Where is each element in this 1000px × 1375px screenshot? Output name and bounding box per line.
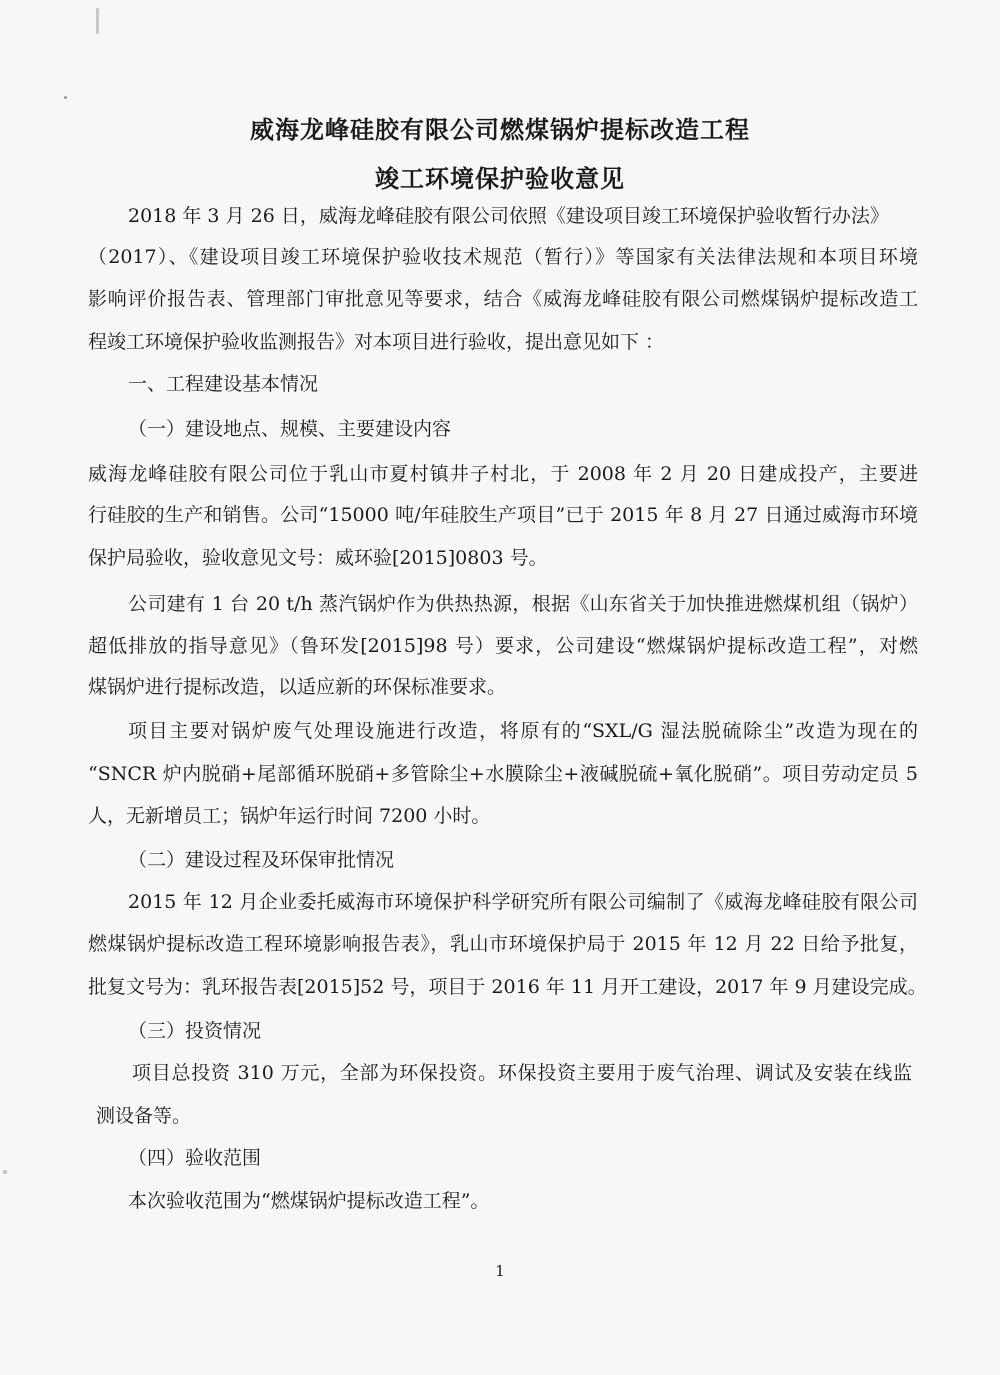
subsection-heading: （一）建设地点、规模、主要建设内容 xyxy=(128,418,452,440)
intro-line: 2018 年 3 月 26 日，威海龙峰硅胶有限公司依照《建设项目竣工环境保护验收暂行办法》 xyxy=(128,205,889,227)
page-number: 1 xyxy=(495,1262,505,1280)
paragraph-line: “SNCR 炉内脱硝+尾部循环脱硝+多管除尘+水膜除尘+液碱脱硫+氧化脱硝”。项目劳动定员 5 xyxy=(88,763,918,785)
paragraph-line: 威海龙峰硅胶有限公司位于乳山市夏村镇井子村北，于 2008 年 2 月 20 日建成投产，主要进 xyxy=(88,463,918,485)
document-title-line1: 威海龙峰硅胶有限公司燃煤锅炉提标改造工程 xyxy=(250,115,750,144)
intro-line: 影响评价报告表、管理部门审批意见等要求，结合《威海龙峰硅胶有限公司燃煤锅炉提标改造工 xyxy=(88,288,918,310)
paragraph-line: 项目总投资 310 万元，全部为环保投资。环保投资主要用于废气治理、调试及安装在线监 xyxy=(132,1062,912,1084)
subsection-heading: （四）验收范围 xyxy=(128,1147,262,1169)
section-heading: 一、工程建设基本情况 xyxy=(128,373,319,395)
paragraph-line: 本次验收范围为“燃煤锅炉提标改造工程”。 xyxy=(128,1190,490,1212)
scan-mark xyxy=(96,8,99,34)
paragraph-line: 2015 年 12 月企业委托威海市环境保护科学研究所有限公司编制了《威海龙峰硅胶有限公司 xyxy=(128,891,918,913)
paragraph-line: 人，无新增员工；锅炉年运行时间 7200 小时。 xyxy=(88,805,491,827)
paragraph-line: 行硅胶的生产和销售。公司“15000 吨/年硅胶生产项目”已于 2015 年 8 月 27 日通过威海市环境 xyxy=(88,504,918,526)
paragraph-line: 保护局验收，验收意见文号：威环验[2015]0803 号。 xyxy=(88,547,548,569)
paragraph-line: 测设备等。 xyxy=(96,1105,192,1127)
subsection-heading: （三）投资情况 xyxy=(128,1020,262,1042)
document-title-line2: 竣工环境保护验收意见 xyxy=(375,164,625,193)
subsection-heading: （二）建设过程及环保审批情况 xyxy=(128,849,395,871)
paragraph-line: 超低排放的指导意见》（鲁环发[2015]98 号）要求，公司建设“燃煤锅炉提标改造工程”，对燃 xyxy=(88,635,918,657)
intro-line: （2017）、《建设项目竣工环境保护验收技术规范（暂行）》等国家有关法律法规和本项目环境 xyxy=(88,246,918,268)
paragraph-line: 燃煤锅炉提标改造工程环境影响报告表》，乳山市环境保护局于 2015 年 12 月 22 日给予批复， xyxy=(88,933,918,955)
intro-line: 程竣工环境保护验收监测报告》对本项目进行验收，提出意见如下 ： xyxy=(88,331,665,353)
scan-speck xyxy=(3,1170,7,1174)
paragraph-line: 批复文号为：乳环报告表[2015]52 号，项目于 2016 年 11 月开工建设，2017 年 9 月建设完成。 xyxy=(88,976,927,998)
paragraph-line: 公司建有 1 台 20 t/h 蒸汽锅炉作为供热热源，根据《山东省关于加快推进燃煤机组（锅炉） xyxy=(128,593,918,615)
paragraph-line: 项目主要对锅炉废气处理设施进行改造，将原有的“SXL/G 湿法脱硫除尘”改造为现在的 xyxy=(128,720,918,742)
paragraph-line: 煤锅炉进行提标改造，以适应新的环保标准要求。 xyxy=(88,676,507,698)
scan-speck xyxy=(64,96,67,99)
